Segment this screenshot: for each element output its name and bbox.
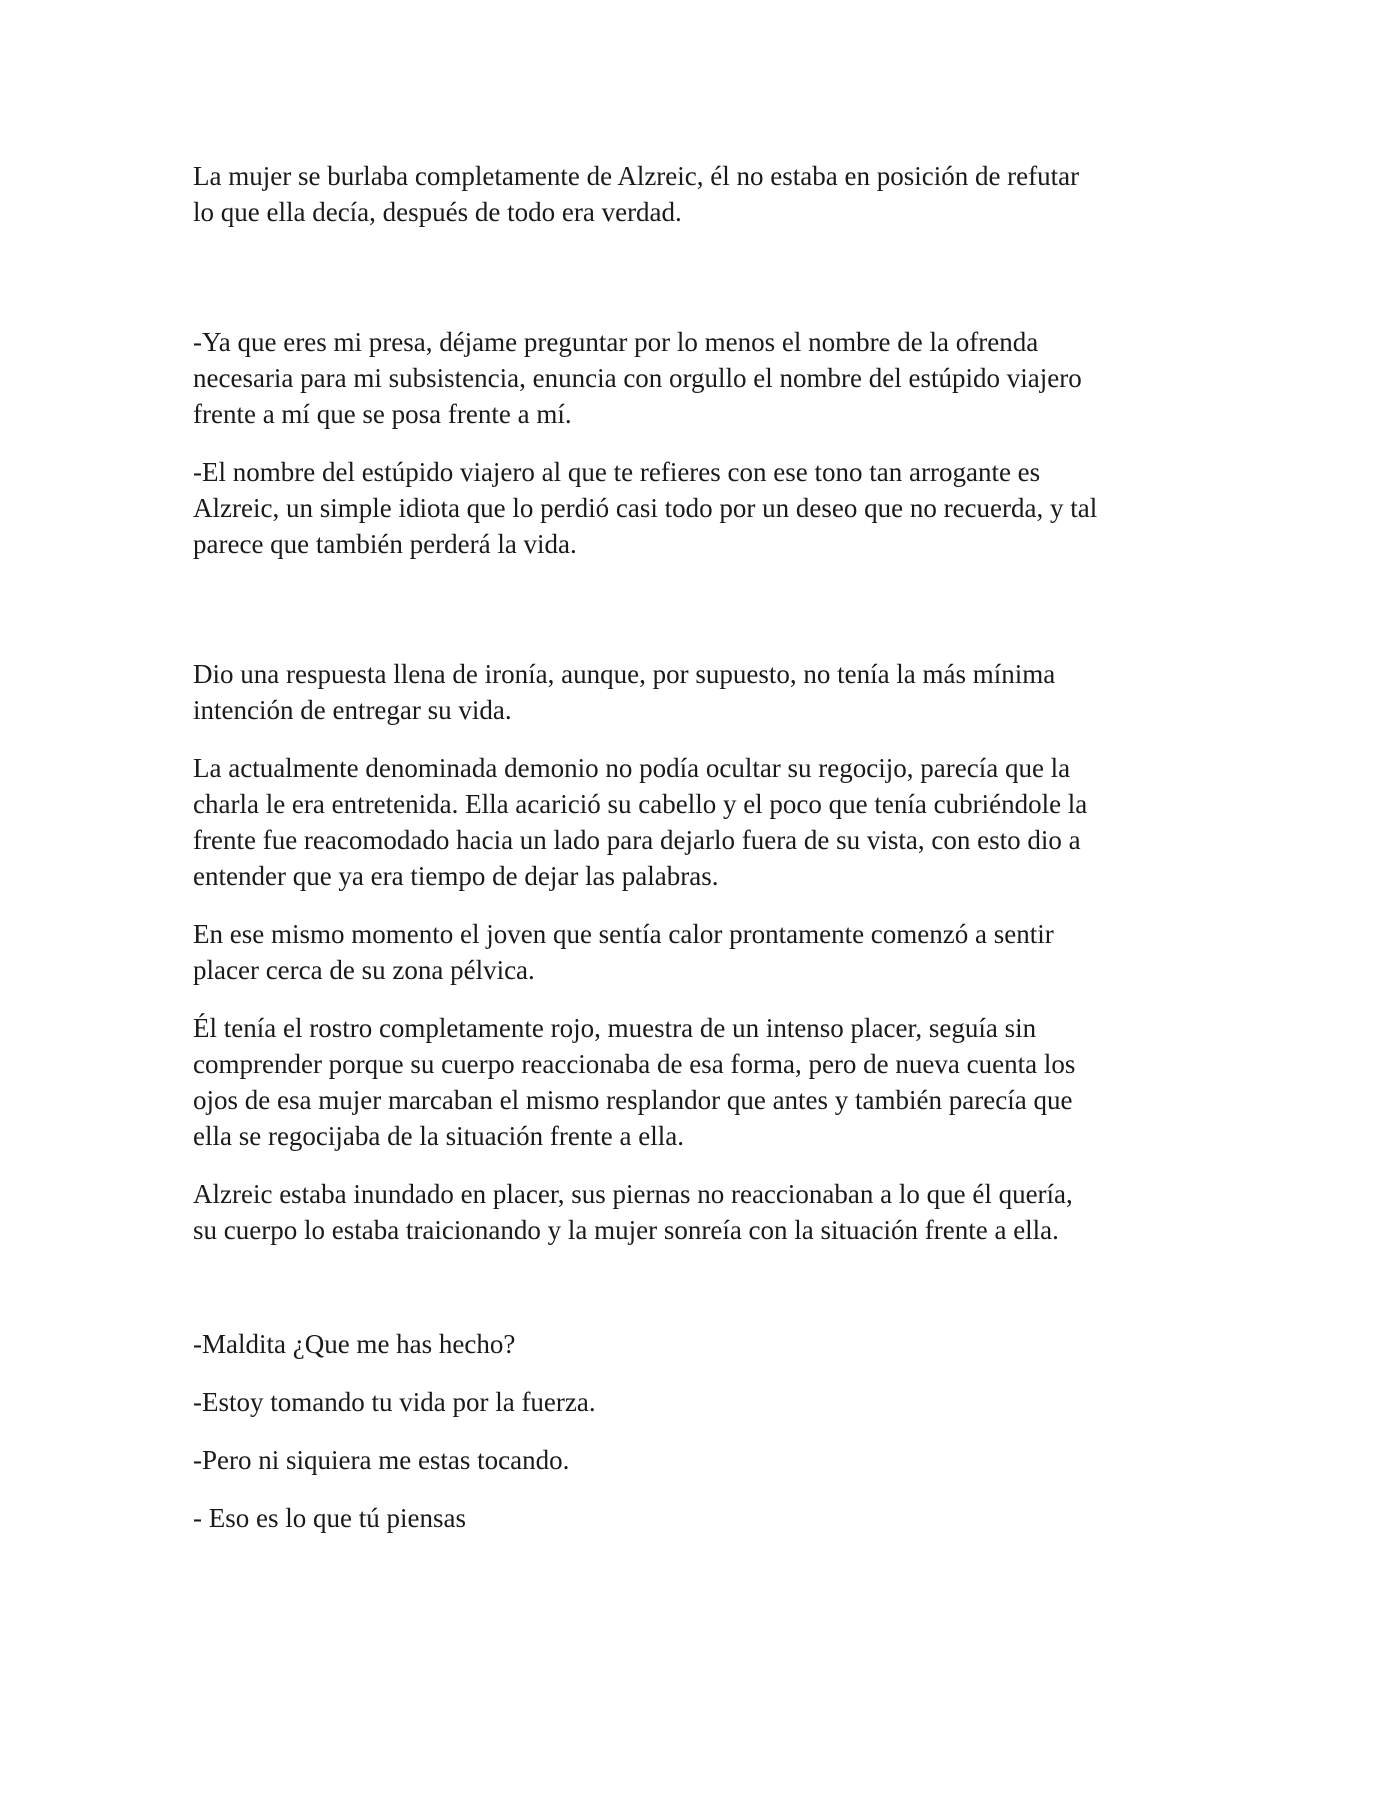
- dialogue-line: [193, 1326, 1213, 1362]
- text-line: parece que también perderá la vida.: [193, 529, 577, 559]
- text-line: frente fue reacomodado hacia un lado para dejarlo fuera de su vista, con esto dio a: [193, 825, 1081, 855]
- text-line: -Pero ni siquiera me estas tocando.: [193, 1445, 570, 1475]
- text-line: comprender porque su cuerpo reaccionaba de esa forma, pero de nueva cuenta los: [193, 1049, 1076, 1079]
- dialogue-line: [193, 1384, 1213, 1420]
- text-line: necesaria para mi subsistencia, enuncia con orgullo el nombre del estúpido viajero: [193, 363, 1082, 393]
- document-text: [193, 158, 1213, 1558]
- dialogue-line: [193, 1500, 1213, 1536]
- text-line: - Eso es lo que tú piensas: [193, 1503, 466, 1533]
- paragraph: [193, 656, 1213, 728]
- text-line: su cuerpo lo estaba traicionando y la mujer sonreía con la situación frente a ella.: [193, 1215, 1059, 1245]
- text-line: La actualmente denominada demonio no podía ocultar su regocijo, parecía que la: [193, 753, 1071, 783]
- paragraph: [193, 454, 1213, 562]
- paragraph: [193, 1010, 1213, 1154]
- text-line: La mujer se burlaba completamente de Alzreic, él no estaba en posición de refutar: [193, 161, 1080, 191]
- text-line: frente a mí que se posa frente a mí.: [193, 399, 572, 429]
- text-line: -Maldita ¿Que me has hecho?: [193, 1329, 516, 1359]
- text-line: -Ya que eres mi presa, déjame preguntar por lo menos el nombre de la ofrenda: [193, 327, 1039, 357]
- text-line: charla le era entretenida. Ella acarició su cabello y el poco que tenía cubriéndole la: [193, 789, 1088, 819]
- text-line: Alzreic estaba inundado en placer, sus piernas no reaccionaban a lo que él quería,: [193, 1179, 1073, 1209]
- text-line: Alzreic, un simple idiota que lo perdió casi todo por un deseo que no recuerda, y tal: [193, 493, 1098, 523]
- paragraph: [193, 158, 1213, 230]
- paragraph: [193, 750, 1213, 894]
- dialogue-line: [193, 1442, 1213, 1478]
- paragraph: [193, 1176, 1213, 1248]
- text-line: entender que ya era tiempo de dejar las palabras.: [193, 861, 719, 891]
- text-line: Él tenía el rostro completamente rojo, muestra de un intenso placer, seguía sin: [193, 1013, 1037, 1043]
- text-line: intención de entregar su vida.: [193, 695, 512, 725]
- text-line: -El nombre del estúpido viajero al que te refieres con ese tono tan arrogante es: [193, 457, 1041, 487]
- text-line: ella se regocijaba de la situación frente a ella.: [193, 1121, 684, 1151]
- text-line: En ese mismo momento el joven que sentía calor prontamente comenzó a sentir: [193, 919, 1054, 949]
- text-line: lo que ella decía, después de todo era verdad.: [193, 197, 682, 227]
- paragraph: [193, 916, 1213, 988]
- text-line: Dio una respuesta llena de ironía, aunque, por supuesto, no tenía la más mínima: [193, 659, 1056, 689]
- text-line: placer cerca de su zona pélvica.: [193, 955, 535, 985]
- text-line: -Estoy tomando tu vida por la fuerza.: [193, 1387, 596, 1417]
- text-line: ojos de esa mujer marcaban el mismo resplandor que antes y también parecía que: [193, 1085, 1073, 1115]
- paragraph: [193, 324, 1213, 432]
